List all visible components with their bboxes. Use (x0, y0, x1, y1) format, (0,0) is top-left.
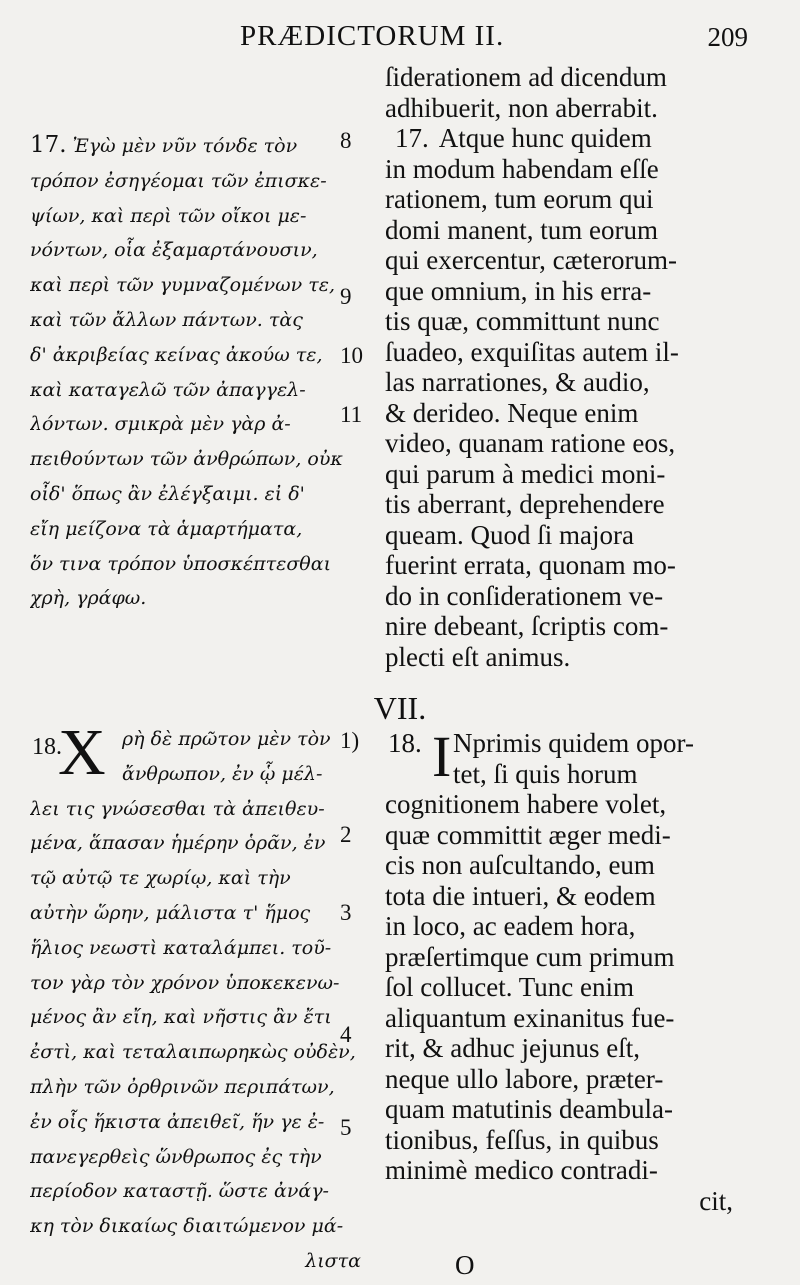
greek-line: πλὴν τῶν ὀρθρινῶν περιπάτων, (30, 1075, 335, 1098)
greek-column-section-17 (30, 128, 365, 616)
greek-line: λει τις γνώσεσθαι τὰ ἀπειθευ- (30, 797, 325, 820)
margin-number: 11 (340, 402, 363, 427)
greek-line: ἥλιος νεωστὶ καταλάμπει. τοῦ- (30, 936, 332, 959)
margin-number: 1) (340, 728, 360, 753)
greek-line: λιστα (305, 1249, 361, 1272)
margin-number: 2 (340, 822, 352, 847)
latin-line: minimè medico contradi- (385, 1155, 658, 1185)
latin-line: in modum habendam eſſe (385, 153, 659, 184)
latin-line: do in conſiderationem ve- (385, 580, 664, 611)
latin-line: nire debeant, ſcriptis com- (385, 611, 669, 641)
latin-line: plecti eſt animus. (385, 641, 571, 672)
latin-line: Nprimis quidem opor- (453, 728, 694, 758)
greek-line: ἐστὶ, καὶ τεταλαιπωρηκὼς οὐδὲν, (30, 1041, 356, 1064)
latin-line: que omnium, in his erra- (385, 275, 652, 306)
greek-line: εἴη μείζονα τὰ ἁμαρτήματα, (30, 517, 303, 540)
greek-drop-cap: X (58, 716, 106, 789)
section-number-18: 18. (32, 734, 62, 760)
latin-line: aliquantum exinanitus fue- (385, 1002, 675, 1033)
section-number-17: 17. (30, 132, 67, 158)
latin-drop-cap: I (432, 724, 452, 789)
latin-line: qui parum à medici moni- (385, 458, 666, 489)
greek-line: λόντων. σμικρὰ μὲν γὰρ ἀ- (30, 413, 291, 436)
catchword: O (455, 1250, 475, 1280)
latin-line: rationem, tum eorum qui (385, 184, 654, 214)
latin-column-section-17 (385, 62, 745, 672)
greek-line: ἐν οἷς ἥκιστα ἀπειθεῖ, ἥν γε ἐ- (30, 1110, 325, 1133)
greek-line: οἶδ' ὅπως ἂν ἐλέγξαιμι. εἰ δ' (30, 482, 305, 505)
greek-line: ἄνθρωπον, ἐν ᾧ μέλ- (122, 762, 323, 785)
latin-line: & derideo. Neque enim (385, 397, 639, 428)
section-number-18-latin: 18. (388, 728, 422, 758)
latin-line: quam matutinis deambula- (385, 1094, 673, 1124)
latin-line: tis aberrant, deprehendere (385, 489, 665, 519)
latin-line: ſuadeo, exquiſitas autem il- (385, 336, 679, 367)
latin-line: las narrationes, & audio, (385, 367, 650, 397)
latin-line: video, quanam ratione eos, (385, 428, 676, 458)
greek-line: καὶ περὶ τῶν γυμναζομένων τε, (30, 274, 336, 297)
latin-line: adhibuerit, non aberrabit. (385, 92, 658, 123)
latin-line: in loco, ac eadem hora, (385, 911, 636, 941)
latin-line: præſertimque cum primum (385, 941, 675, 972)
latin-line: tet, ſi quis horum (453, 758, 638, 789)
latin-line: qui exercentur, cæterorum- (385, 245, 678, 275)
greek-line: τῷ αὐτῷ τε χωρίῳ, καὶ τὴν (30, 867, 291, 890)
greek-line: καὶ τῶν ἄλλων πάντων. τὰς (30, 308, 303, 331)
running-title: PRÆDICTORUM II. (240, 20, 505, 52)
margin-number: 9 (340, 284, 352, 309)
latin-line: tionibus, feſſus, in quibus (385, 1124, 659, 1155)
latin-line: cit, (699, 1185, 733, 1216)
greek-line: τον γὰρ τὸν χρόνον ὑποκεκενω- (30, 971, 340, 994)
latin-line: fuerint errata, quonam mo- (385, 550, 676, 580)
greek-line: τρόπον ἐσηγέομαι τῶν ἐπισκε- (30, 169, 327, 192)
latin-line: quæ committit æger medi- (385, 819, 671, 850)
greek-line: αὐτὴν ὥρην, μάλιστα τ' ἥμος (30, 901, 311, 924)
greek-line: χρὴ, γράφω. (30, 587, 147, 610)
chapter-heading: VII. (373, 690, 427, 726)
margin-number: 4 (340, 1022, 352, 1047)
greek-line: νόντων, οἷα ἐξαμαρτάνουσιν, (30, 239, 318, 262)
latin-line: tota die intueri, & eodem (385, 880, 656, 911)
greek-column-section-18 (30, 716, 365, 1279)
page-header (0, 18, 800, 58)
greek-line: ψίων, καὶ περὶ τῶν οἴκοι με- (30, 204, 307, 227)
latin-line: queam. Quod ſi majora (385, 519, 634, 550)
greek-line: ρὴ δὲ πρῶτον μὲν τὸν (122, 728, 331, 750)
margin-number: 5 (340, 1115, 352, 1140)
margin-number: 10 (340, 343, 363, 368)
greek-line: κη τὸν δικαίως διαιτώμενον μά- (30, 1215, 344, 1238)
greek-line: 17. Ἐγὼ μὲν νῦν τόνδε τὸν (30, 132, 298, 158)
greek-line: μένα, ἅπασαν ἡμέρην ὁρᾶν, ἐν (30, 832, 326, 855)
latin-line: tis quæ, committunt nunc (385, 306, 660, 336)
latin-line: ſiderationem ad dicendum (385, 62, 667, 92)
latin-line: domi manent, tum eorum (385, 214, 658, 245)
greek-line: καὶ καταγελῶ τῶν ἀπαγγελ- (30, 378, 306, 401)
greek-line: πειθούντων τῶν ἀνθρώπων, οὐκ (30, 448, 343, 471)
latin-line: cis non auſcultando, eum (385, 850, 655, 880)
margin-number: 8 (340, 128, 352, 153)
latin-line: cognitionem habere volet, (385, 789, 667, 819)
greek-line: ὅν τινα τρόπον ὑποσκέπτεσθαι (30, 552, 332, 575)
latin-line: rit, & adhuc jejunus eſt, (385, 1033, 640, 1063)
latin-line: ſol collucet. Tunc enim (385, 972, 634, 1002)
latin-line: neque ullo labore, præter- (385, 1063, 664, 1094)
margin-number: 3 (340, 900, 352, 925)
greek-line: περίοδον καταστῇ. ὥστε ἀνάγ- (30, 1180, 329, 1203)
greek-line: δ' ἀκριβείας κείνας ἀκούω τε, (30, 343, 323, 366)
page-number: 209 (707, 22, 748, 52)
latin-column-section-18 (385, 724, 745, 1216)
greek-line: μένος ἂν εἴη, καὶ νῆστις ἂν ἔτι (30, 1006, 332, 1029)
section-number-17-latin: 17. (395, 123, 429, 153)
latin-line: 17. Atque hunc quidem (395, 123, 652, 153)
greek-line: πανεγερθεὶς ὥνθρωπος ἐς τὴν (30, 1145, 322, 1168)
